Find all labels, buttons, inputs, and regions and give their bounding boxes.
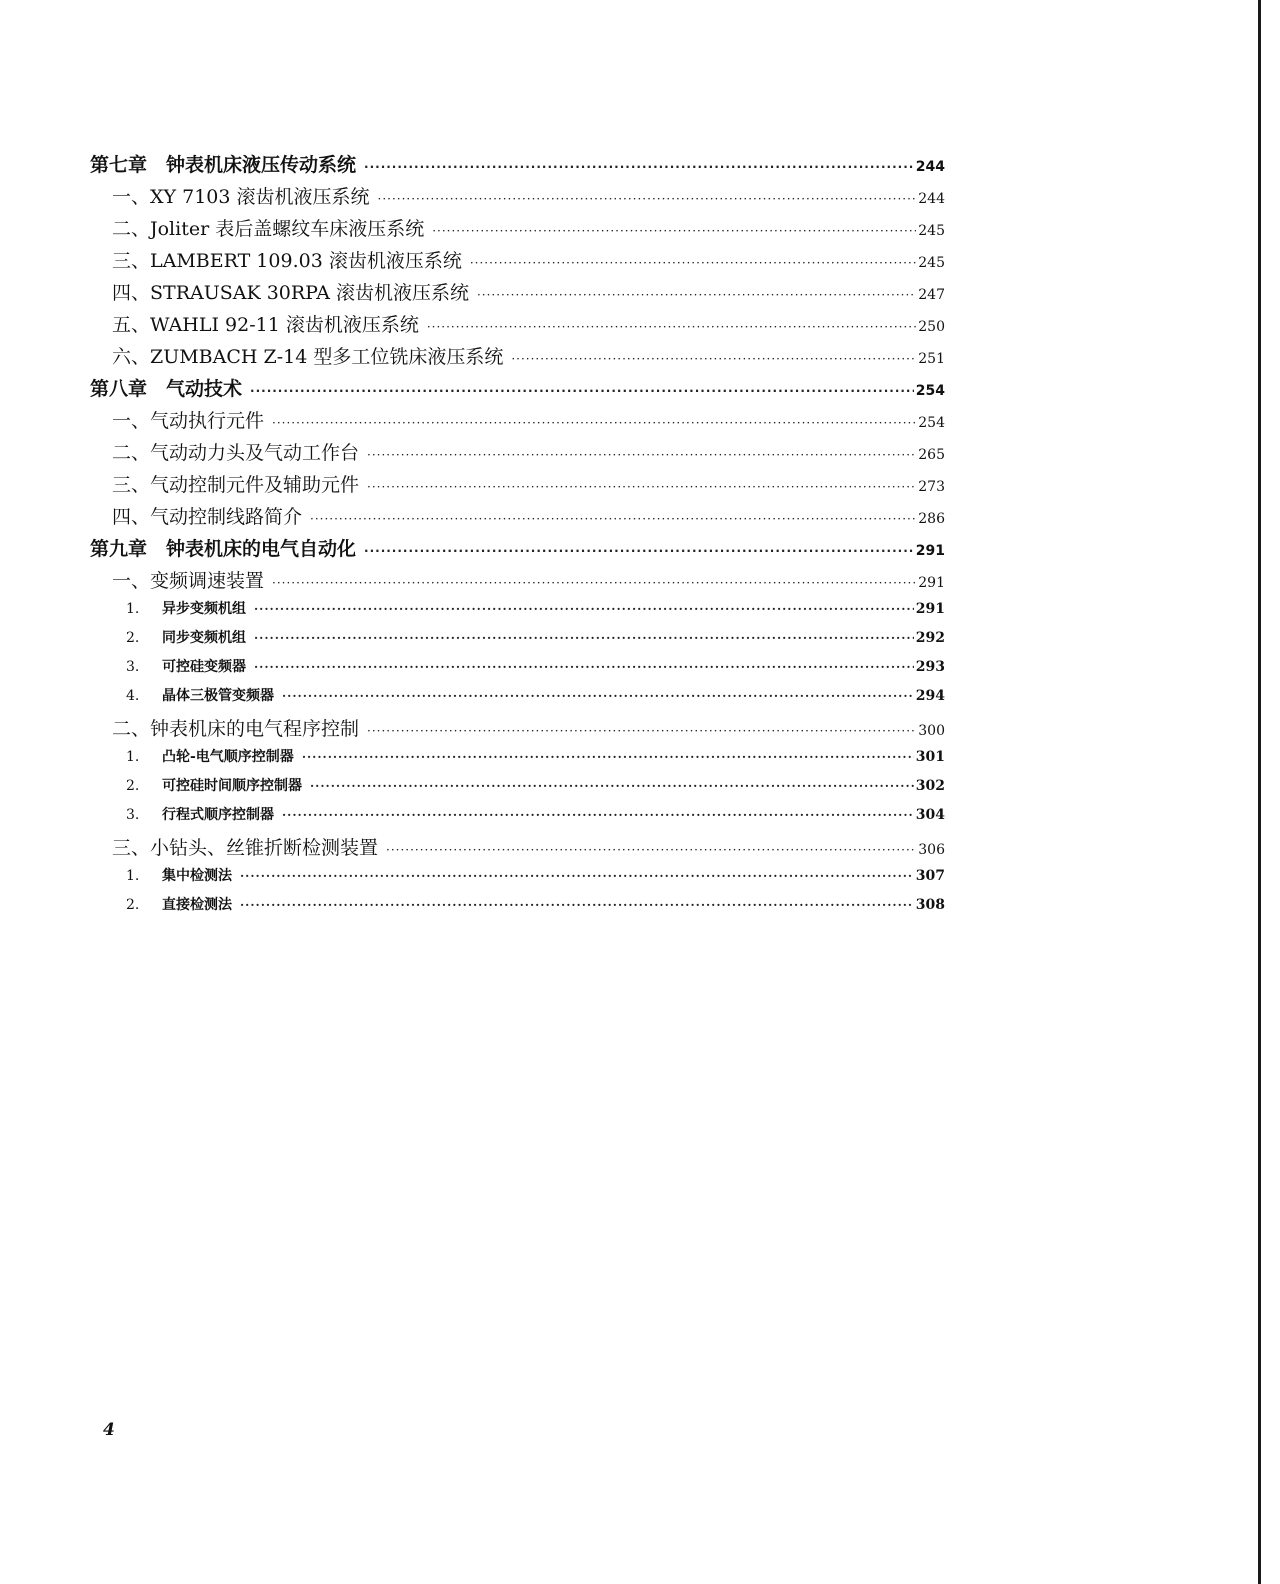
toc-entry-title: 一、气动执行元件 — [112, 410, 265, 432]
toc-item-row — [90, 627, 945, 656]
toc-page-number: 291 — [915, 543, 945, 559]
leader-dots — [386, 843, 916, 857]
toc-page-number: 244 — [915, 159, 945, 175]
toc-page-number: 244 — [918, 191, 945, 207]
leader-dots — [367, 480, 916, 494]
toc-entry-title — [126, 894, 232, 914]
toc-section-row — [90, 566, 945, 598]
leader-dots — [364, 160, 914, 174]
toc-entry-title: 二、钟表机床的电气程序控制 — [112, 718, 360, 740]
toc-entry-title — [126, 598, 246, 618]
toc-page-number: 247 — [918, 287, 945, 303]
toc-entry-title: 三、LAMBERT 109.03 滚齿机液压系统 — [112, 250, 462, 272]
toc-page-number: 273 — [918, 479, 945, 495]
toc-entry-title: 二、气动动力头及气动工作台 — [112, 442, 360, 464]
leader-dots — [272, 416, 916, 430]
toc-page-number: 302 — [915, 778, 945, 794]
toc-item-row — [90, 775, 945, 804]
toc-page-number: 245 — [918, 255, 945, 271]
toc-section-row — [90, 438, 945, 470]
leader-dots — [427, 320, 916, 334]
toc-item-row — [90, 865, 945, 894]
toc-page-number: 265 — [918, 447, 945, 463]
toc-entry-title: 一、变频调速装置 — [112, 570, 265, 592]
toc-item-row — [90, 804, 945, 833]
toc-item-text: 晶体三极管变频器 — [162, 688, 274, 704]
leader-dots — [240, 869, 914, 883]
toc-item-text: 行程式顺序控制器 — [162, 807, 274, 823]
toc-item-row — [90, 685, 945, 714]
toc-section-row — [90, 502, 945, 534]
toc-section-row — [90, 310, 945, 342]
toc-page-number: 286 — [918, 511, 945, 527]
toc-entry-title — [126, 627, 246, 647]
toc-item-text: 异步变频机组 — [162, 601, 246, 617]
toc-section-row — [90, 342, 945, 374]
toc-entry-title — [126, 804, 274, 824]
toc-entry-title: 二、Joliter 表后盖螺纹车床液压系统 — [112, 218, 425, 240]
toc-entry-title — [126, 865, 232, 885]
leader-dots — [477, 288, 916, 302]
toc-page-number: 250 — [918, 319, 945, 335]
toc-item-number: 1. — [126, 749, 140, 765]
leader-dots — [254, 602, 914, 616]
toc-item-number: 4. — [126, 688, 140, 704]
toc-page-number: 308 — [915, 897, 945, 913]
leader-dots — [378, 192, 917, 206]
leader-dots — [310, 779, 914, 793]
toc-entry-title — [126, 775, 302, 795]
toc-page-number: 294 — [915, 688, 945, 704]
leader-dots — [254, 660, 914, 674]
toc-item-row — [90, 746, 945, 775]
toc-item-number: 2. — [126, 897, 140, 913]
toc-page-number: 307 — [915, 868, 945, 884]
toc-item-text: 凸轮-电气顺序控制器 — [162, 749, 294, 765]
toc-entry-title: 三、气动控制元件及辅助元件 — [112, 474, 360, 496]
toc-page-number: 254 — [915, 383, 945, 399]
toc-section-row — [90, 246, 945, 278]
leader-dots — [302, 750, 914, 764]
toc-item-number: 2. — [126, 778, 140, 794]
toc-item-row — [90, 656, 945, 685]
leader-dots — [511, 352, 916, 366]
toc-entry-title: 三、小钻头、丝锥折断检测装置 — [112, 837, 379, 859]
toc-section-row — [90, 406, 945, 438]
toc-item-number: 1. — [126, 868, 140, 884]
toc-section-row — [90, 833, 945, 865]
toc-entry-title — [126, 746, 294, 766]
toc-entry-title: 四、气动控制线路简介 — [112, 506, 303, 528]
leader-dots — [240, 898, 914, 912]
toc-item-number: 3. — [126, 659, 140, 675]
leader-dots — [272, 576, 916, 590]
table-of-contents — [90, 150, 945, 923]
toc-entry-title: 第九章 钟表机床的电气自动化 — [90, 538, 357, 560]
toc-page-number: 291 — [915, 601, 945, 617]
toc-entry-title — [126, 685, 274, 705]
leader-dots — [254, 631, 914, 645]
toc-page-number: 291 — [918, 575, 945, 591]
toc-item-number: 3. — [126, 807, 140, 823]
toc-item-number: 1. — [126, 601, 140, 617]
leader-dots — [367, 448, 916, 462]
toc-page-number: 304 — [915, 807, 945, 823]
toc-section-row — [90, 182, 945, 214]
toc-chapter-row — [90, 374, 945, 406]
toc-chapter-row — [90, 534, 945, 566]
toc-item-text: 直接检测法 — [162, 897, 232, 913]
page-number: 4 — [103, 1420, 115, 1440]
leader-dots — [250, 384, 914, 398]
toc-page-number: 300 — [918, 723, 945, 739]
leader-dots — [282, 808, 914, 822]
toc-entry-title: 第八章 气动技术 — [90, 378, 243, 400]
toc-section-row — [90, 214, 945, 246]
toc-item-row — [90, 894, 945, 923]
toc-entry-title: 第七章 钟表机床液压传动系统 — [90, 154, 357, 176]
toc-entry-title: 五、WAHLI 92-11 滚齿机液压系统 — [112, 314, 419, 336]
toc-page-number: 306 — [918, 842, 945, 858]
leader-dots — [367, 724, 916, 738]
leader-dots — [364, 544, 914, 558]
toc-page-number: 293 — [915, 659, 945, 675]
page-edge-border — [1258, 0, 1261, 1584]
toc-item-row — [90, 598, 945, 627]
toc-page-number: 245 — [918, 223, 945, 239]
toc-page-number: 251 — [918, 351, 945, 367]
toc-entry-title — [126, 656, 246, 676]
toc-item-text: 可控硅时间顺序控制器 — [162, 778, 302, 794]
toc-section-row — [90, 714, 945, 746]
leader-dots — [282, 689, 914, 703]
toc-item-text: 可控硅变频器 — [162, 659, 246, 675]
toc-page-number: 254 — [918, 415, 945, 431]
toc-page-number: 301 — [915, 749, 945, 765]
leader-dots — [432, 224, 916, 238]
leader-dots — [310, 512, 916, 526]
toc-page-number: 292 — [915, 630, 945, 646]
toc-section-row — [90, 278, 945, 310]
toc-entry-title: 六、ZUMBACH Z-14 型多工位铣床液压系统 — [112, 346, 504, 368]
toc-item-number: 2. — [126, 630, 140, 646]
leader-dots — [470, 256, 916, 270]
toc-item-text: 同步变频机组 — [162, 630, 246, 646]
toc-chapter-row — [90, 150, 945, 182]
toc-item-text: 集中检测法 — [162, 868, 232, 884]
toc-entry-title: 一、XY 7103 滚齿机液压系统 — [112, 186, 370, 208]
toc-entry-title: 四、STRAUSAK 30RPA 滚齿机液压系统 — [112, 282, 469, 304]
toc-section-row — [90, 470, 945, 502]
